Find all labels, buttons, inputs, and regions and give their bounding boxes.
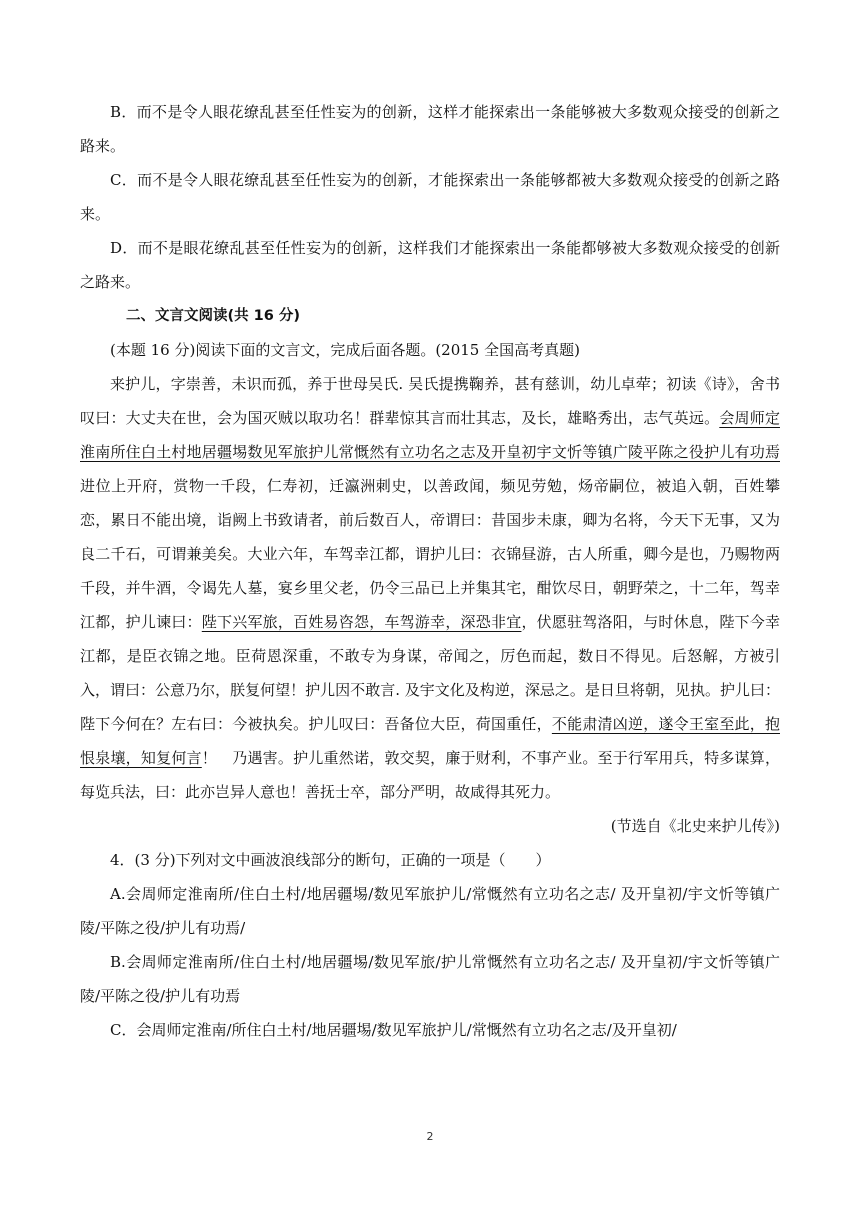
passage-part-1: 来护儿，字崇善，未识而孤，养于世母吴氏. 吴氏提携鞠养，甚有慈训，幼儿卓荦；初读《诗》，舍书叹曰：大丈夫在世，会为国灭贼以取功名！群辈惊其言而壮其志，及长，雄略秀出，志气英远。: [80, 375, 780, 427]
underlined-sentence-2: 不能肃清凶逆，遂令王室至此，抱恨泉壤，知复何言: [80, 715, 780, 767]
option-c-prev: C．而不是令人眼花缭乱甚至任性妄为的创新，才能探索出一条能够都被大多数观众接受的创新之路来。: [80, 171, 780, 223]
question-4-option-c: C．会周师定淮南/所住白土村/地居疆埸/数见军旅护儿/常慨然有立功名之志/及开皇初/: [110, 1021, 677, 1039]
page-number: 2: [426, 1130, 434, 1143]
wavy-underlined-passage: 会周师定淮南所住白土村地居疆埸数见军旅护儿常慨然有立功名之志及开皇初宇文忻等镇广陵平陈之役护儿有功焉: [80, 409, 780, 461]
passage-part-3: ，伏愿驻驾洛阳，与时休息，陛下今幸江都，是臣衣锦之地。臣荷恩深重，不敢专为身谋，帝闻之，厉色而起，数日不得见。后怒解，方被引入，谓曰：公意乃尔，朕复何望！护儿因不敢言. 及宇文化及构逆，深忌之。是日旦将朝，见执。护儿曰：陛下今何在？左右曰：今被执矣。护儿叹曰：吾备位大臣，荷国重任，: [80, 613, 780, 733]
section-heading: 二、文言文阅读(共 16 分): [126, 308, 301, 324]
option-b-prev: B．而不是令人眼花缭乱甚至任性妄为的创新，这样才能探索出一条能够被大多数观众接受的创新之路来。: [80, 103, 780, 155]
passage-part-2: 进位上开府，赏物一千段，仁寿初，迁瀛洲刺史，以善政闻，频见劳勉，炀帝嗣位，被追入朝，百姓攀恋，累日不能出境，诣阙上书致请者，前后数百人，帝谓曰：昔国步未康，卿为名将，今天下无事，又为良二千石，可谓兼美矣。大业六年，车驾幸江都，谓护儿曰：衣锦昼游，古人所重，卿今是也，乃赐物两千段，并牛酒，令谒先人墓，宴乡里父老，仍令三品已上并集其宅，酣饮尽日，朝野荣之，十二年，驾幸江都，护儿谏曰：: [80, 477, 780, 631]
classical-passage: [80, 367, 780, 809]
question-4-option-a: A.会周师定淮南所/住白土村/地居疆埸/数见军旅护儿/常慨然有立功名之志/ 及开皇初/宇文忻等镇广陵/平陈之役/护儿有功焉/: [80, 885, 780, 937]
question-4-stem: 4．(3 分)下列对文中画波浪线部分的断句，正确的一项是（ ）: [110, 851, 551, 869]
option-d-prev: D．而不是眼花缭乱甚至任性妄为的创新，这样我们才能探索出一条能都够被大多数观众接受的创新之路来。: [80, 239, 780, 291]
question-4-option-b: B.会周师定淮南所/住白土村/地居疆埸/数见军旅/护儿常慨然有立功名之志/ 及开皇初/宇文忻等镇广陵/平陈之役/护儿有功焉: [80, 953, 780, 1005]
section-intro: (本题 16 分)阅读下面的文言文，完成后面各题。(2015 全国高考真题): [110, 341, 580, 359]
page-content: [80, 95, 780, 1047]
passage-part-4: ！ 乃遇害。护儿重然诺，敦交契，廉于财利，不事产业。至于行军用兵，特多谋算，每览兵法，曰：此亦岂异人意也！善抚士卒，部分严明，故咸得其死力。: [80, 749, 780, 801]
passage-source: (节选自《北史来护儿传》): [610, 817, 780, 835]
underlined-sentence-1: 陛下兴军旅，百姓易咨怨，车驾游幸，深恐非宜: [201, 613, 522, 631]
